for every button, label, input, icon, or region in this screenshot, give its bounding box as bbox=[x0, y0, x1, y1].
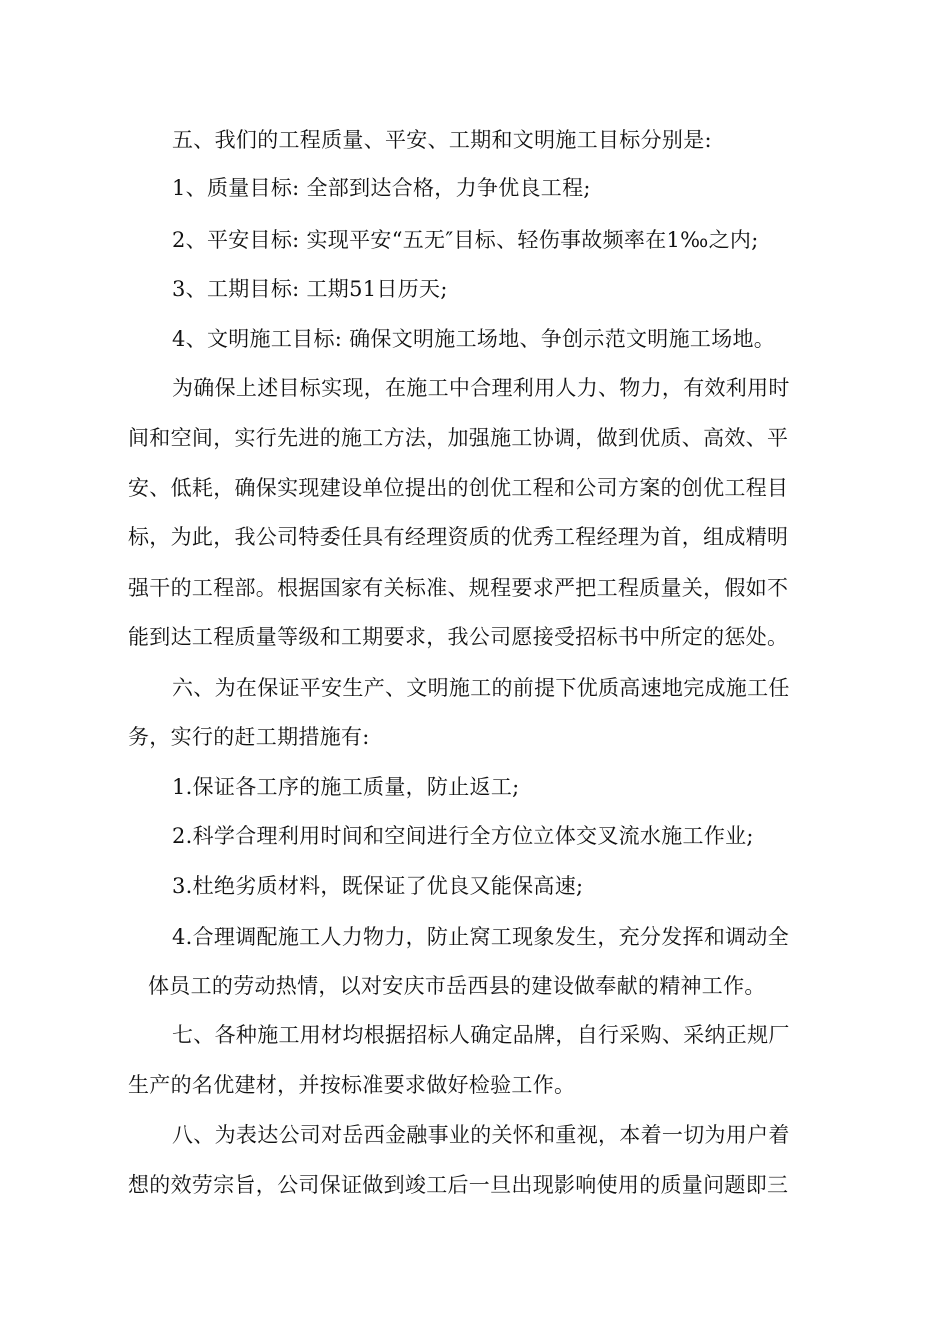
paragraph-line: 五、我们的工程质量、平安、工期和文明施工目标分别是: bbox=[172, 128, 712, 152]
paragraph-line: 4.合理调配施工人力物力，防止窝工现象发生，充分发挥和调动全 bbox=[172, 925, 790, 949]
paragraph-line: 3.杜绝劣质材料，既保证了优良又能保高速; bbox=[172, 874, 584, 898]
paragraph-line: 4、文明施工目标: 确保文明施工场地、争创示范文明施工场地。 bbox=[172, 327, 776, 351]
paragraph-line: 七、各种施工用材均根据招标人确定品牌，自行采购、采纳正规厂 bbox=[172, 1023, 790, 1047]
paragraph-line: 间和空间，实行先进的施工方法，加强施工协调，做到优质、高效、平 bbox=[128, 426, 789, 450]
paragraph-line: 八、为表达公司对岳西金融事业的关怀和重视，本着一切为用户着 bbox=[172, 1123, 790, 1147]
paragraph-line: 强干的工程部。根据国家有关标准、规程要求严把工程质量关，假如不 bbox=[128, 576, 789, 600]
paragraph-line: 体员工的劳动热情，以对安庆市岳西县的建设做奉献的精神工作。 bbox=[148, 974, 766, 998]
paragraph-line: 1.保证各工序的施工质量，防止返工; bbox=[172, 775, 520, 799]
paragraph-line: 想的效劳宗旨，公司保证做到竣工后一旦出现影响使用的质量问题即三 bbox=[128, 1173, 789, 1197]
paragraph-line: 务，实行的赶工期措施有: bbox=[128, 725, 370, 749]
paragraph-line: 2、平安目标: 实现平安“五无″目标、轻伤事故频率在1‰之内; bbox=[172, 228, 759, 252]
paragraph-line: 安、低耗，确保实现建设单位提出的创优工程和公司方案的创优工程目 bbox=[128, 476, 789, 500]
paragraph-line: 六、为在保证平安生产、文明施工的前提下优质高速地完成施工任 bbox=[172, 676, 790, 700]
paragraph-line: 标，为此，我公司特委任具有经理资质的优秀工程经理为首，组成精明 bbox=[128, 525, 789, 549]
paragraph-line: 能到达工程质量等级和工期要求，我公司愿接受招标书中所定的惩处。 bbox=[128, 625, 789, 649]
paragraph-line: 为确保上述目标实现，在施工中合理利用人力、物力，有效利用时 bbox=[172, 376, 790, 400]
paragraph-line: 3、工期目标: 工期51日历天; bbox=[172, 277, 448, 301]
paragraph-line: 生产的名优建材，并按标准要求做好检验工作。 bbox=[128, 1073, 576, 1097]
paragraph-line: 1、质量目标: 全部到达合格，力争优良工程; bbox=[172, 176, 591, 200]
paragraph-line: 2.科学合理利用时间和空间进行全方位立体交叉流水施工作业; bbox=[172, 824, 754, 848]
